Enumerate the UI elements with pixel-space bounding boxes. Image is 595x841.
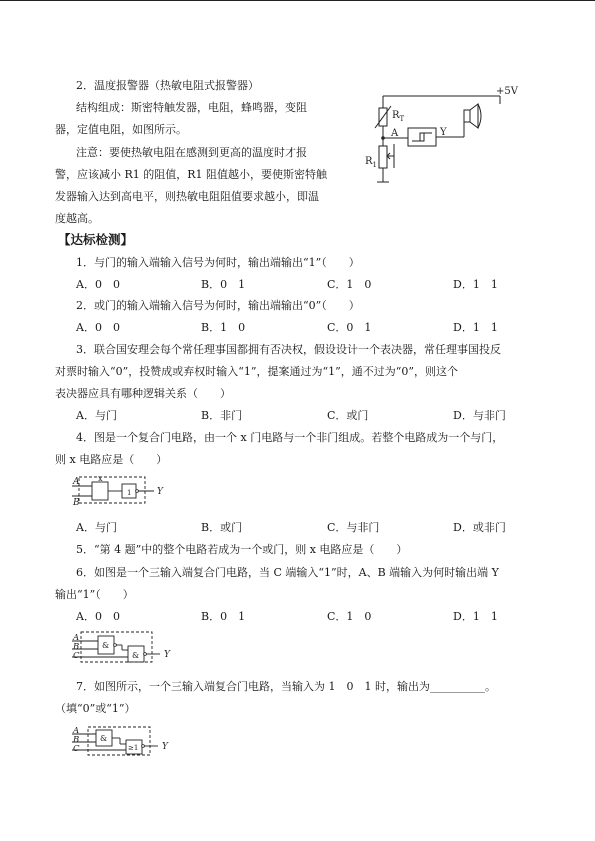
q4-gate-diagram [72,474,172,508]
intro-line-5: 发器输入达到高电平，则热敏电阻阻值要求越小，即温 [55,190,319,203]
node-a-label: A [391,128,399,139]
q3-option-a: A．与门 [76,409,117,422]
page-top-rule [0,0,595,1]
q4-option-d: D．或非门 [453,521,506,534]
q7-input-c: C [73,744,80,754]
q6-option-c: C．1 0 [327,610,372,623]
q7-text-line [76,680,496,694]
q4-line-2: 则 x 电路应是（ ） [55,453,168,466]
q3-line-1: 3．联合国安理会每个常任理事国都拥有否决权，假设设计一个表决器，常任理事国投反 [76,343,501,356]
intro-line-1: 结构组成：斯密特触发器，电阻，蜂鸣器，变阻 [76,101,307,114]
q3-option-c: C．或门 [327,409,369,422]
q6-gate2-label: & [132,651,140,660]
q6-input-b: B [73,642,80,652]
q4-option-a: A．与门 [76,521,117,534]
intro-line-4: 警，应该减小 R1 的阻值，R1 阻值越小，要使斯密特触 [55,168,328,181]
q4-option-b: B．或门 [201,521,243,534]
q4-input-a: A [73,477,80,487]
q6-input-a: A [73,633,80,643]
q4-output-y: Y [157,487,163,497]
q1-text: 1．与门的输入端输入信号为何时，输出端输出“1”（ ） [76,256,360,269]
q1-option-b: B．0 1 [201,278,246,291]
section-title: 【达标检测】 [58,232,134,247]
q6-option-d: D．1 1 [453,610,498,623]
q7-input-a: A [73,726,80,736]
r1-label: $R_1$ [365,156,377,169]
q7-input-b: B [73,735,80,745]
q1-option-c: C．1 0 [327,278,372,291]
q4-gate-not-label: 1 [127,489,132,497]
q3-option-b: B．非门 [201,409,243,422]
q7-gate-diagram [72,724,182,760]
q7-note: （填“0”或“1”） [55,702,136,715]
q6-output-y: Y [164,650,170,660]
q6-line-2: 输出“1”（ ） [55,588,134,601]
supply-label: +5V [496,86,518,97]
q1-option-a: A．0 0 [76,278,120,291]
q7-gate2-label: ≥1 [128,744,139,752]
q6-input-c: C [73,651,80,661]
q3-line-3: 表决器应具有哪种逻辑关系（ ） [55,387,231,400]
q4-option-c: C．与非门 [327,521,380,534]
q6-gate1-label: & [102,641,110,650]
q6-option-b: B．0 1 [201,610,246,623]
intro-line-2: 器，定值电阻，如图所示。 [55,123,187,136]
q3-option-d: D．与非门 [453,409,506,422]
q7-answer-blank[interactable]: __________ [430,680,485,693]
q4-line-1: 4．图是一个复合门电路，由一个 x 门电路与一个非门组成。若整个电路成为一个与门， [76,431,504,444]
output-y-label: Y [440,127,447,138]
q6-line-1: 6．如图是一个三输入端复合门电路，当 C 端输入“1”时，A、B 端输入为何时输出端 Y [76,566,499,579]
q4-input-b: B [73,498,80,508]
intro-line-6: 度越高。 [55,212,99,225]
q4-gate-x-label: x [98,474,103,483]
q2-option-c: C．0 1 [327,321,372,334]
q3-line-2: 对票时输入“0”，投赞成或弃权时输入“1”，提案通过为“1”，通不过为“0”，则这个 [55,365,458,378]
intro-line-3: 注意：要使热敏电阻在感测到更高的温度时才报 [76,146,307,159]
q7-end: 。 [485,680,496,693]
q7-text: 7．如图所示，一个三输入端复合门电路，当输入为 1 0 1 时，输出为 [76,680,430,693]
q1-option-d: D．1 1 [453,278,498,291]
intro-heading: 2．温度报警器（热敏电阻式报警器） [76,79,259,92]
q2-option-a: A．0 0 [76,321,120,334]
q2-option-d: D．1 1 [453,321,498,334]
q6-gate-diagram [72,630,182,666]
q5-text: 5．“第 4 题”中的整个电路若成为一个或门，则 x 电路应是（ ） [76,543,408,556]
q2-option-b: B．1 0 [201,321,246,334]
rt-label: $R_T$ [392,110,405,123]
q7-gate1-label: & [100,734,108,743]
thermistor-alarm-circuit [360,86,518,188]
q2-text: 2．或门的输入端输入信号为何时，输出端输出“0”（ ） [76,299,360,312]
q6-option-a: A．0 0 [76,610,120,623]
q7-output-y: Y [162,742,168,752]
